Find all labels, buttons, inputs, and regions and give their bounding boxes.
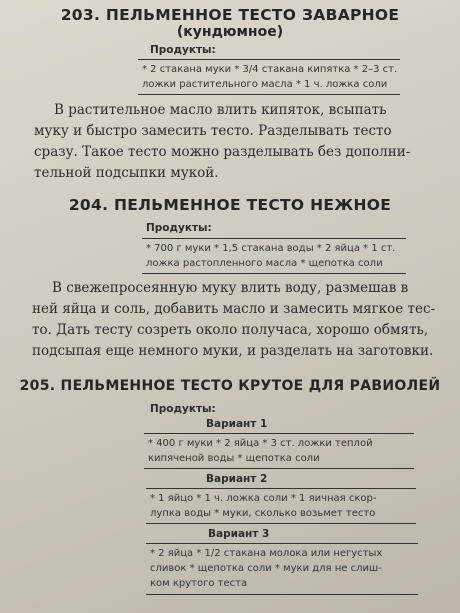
ingredient-line: лупка воды * муки, сколько возьмет тесто	[150, 508, 376, 519]
variant-1-ingredients	[144, 433, 414, 469]
text-line: то. Дать тесту созреть около получаса, хорошо обмять,	[32, 322, 429, 338]
text-line: муку и быстро замесить тесто. Разделывать тесто	[34, 123, 392, 139]
recipe-204-text	[32, 278, 452, 362]
text-line: тельной подсыпки мукой.	[34, 165, 219, 181]
ingredient-line: * 400 г муки * 2 яйца * 3 ст. ложки теплой	[148, 438, 373, 449]
ingredient-line: * 700 г муки * 1,5 стакана воды * 2 яйца * 1 ст.	[146, 243, 396, 254]
variant-2-ingredients	[146, 488, 416, 524]
variant-3-ingredients	[146, 543, 418, 595]
text-line: сразу. Такое тесто можно разделывать без дополни-	[34, 144, 411, 160]
recipe-204-title: 204. ПЕЛЬМЕННОЕ ТЕСТО НЕЖНОЕ	[68, 196, 392, 214]
ingredient-line: * 2 яйца * 1/2 стакана молока или негустых	[150, 548, 383, 559]
text-line: ней яйца и соль, добавить масло и замесить мягкое тес-	[32, 301, 436, 317]
ingredient-line: кипяченой воды * щепотка соли	[148, 453, 320, 464]
ingredient-line: сливок * щепотка соли * муки для не слиш-	[150, 563, 382, 574]
text-line: подсыпая еще немного муки, и разделать на заготовки.	[32, 343, 434, 359]
variant-1-label: Вариант 1	[206, 418, 268, 430]
text-line: В свежепросеянную муку влить воду, размешав в	[52, 280, 409, 296]
ingredient-line: * 2 стакана муки * 3/4 стакана кипятка * 2–3 ст.	[142, 64, 398, 75]
recipe-204-ingredients	[142, 238, 406, 274]
text-line: В растительное масло влить кипяток, всыпать	[54, 102, 387, 118]
recipe-203-products-label: Продукты:	[150, 44, 216, 56]
variant-2-label: Вариант 2	[206, 473, 268, 485]
ingredient-line: * 1 яйцо * 1 ч. ложка соли * 1 яичная скор-	[150, 493, 377, 504]
recipe-203-text	[34, 100, 444, 184]
recipe-203-ingredients	[138, 59, 400, 95]
ingredient-line: ложки растительного масла * 1 ч. ложка соли	[142, 79, 388, 90]
recipe-205-title: 205. ПЕЛЬМЕННОЕ ТЕСТО КРУТОЕ ДЛЯ РАВИОЛЕЙ	[19, 378, 441, 394]
recipe-204-products-label: Продукты:	[146, 222, 212, 234]
recipe-203-subtitle: (кундюмное)	[176, 24, 284, 40]
ingredient-line: ложка растопленного масла * щепотка соли	[146, 258, 383, 269]
recipe-203-title: 203. ПЕЛЬМЕННОЕ ТЕСТО ЗАВАРНОЕ	[60, 6, 400, 24]
ingredient-line: ком крутого теста	[150, 578, 248, 589]
variant-3-label: Вариант 3	[208, 528, 270, 540]
recipe-205-products-label: Продукты:	[150, 403, 216, 415]
